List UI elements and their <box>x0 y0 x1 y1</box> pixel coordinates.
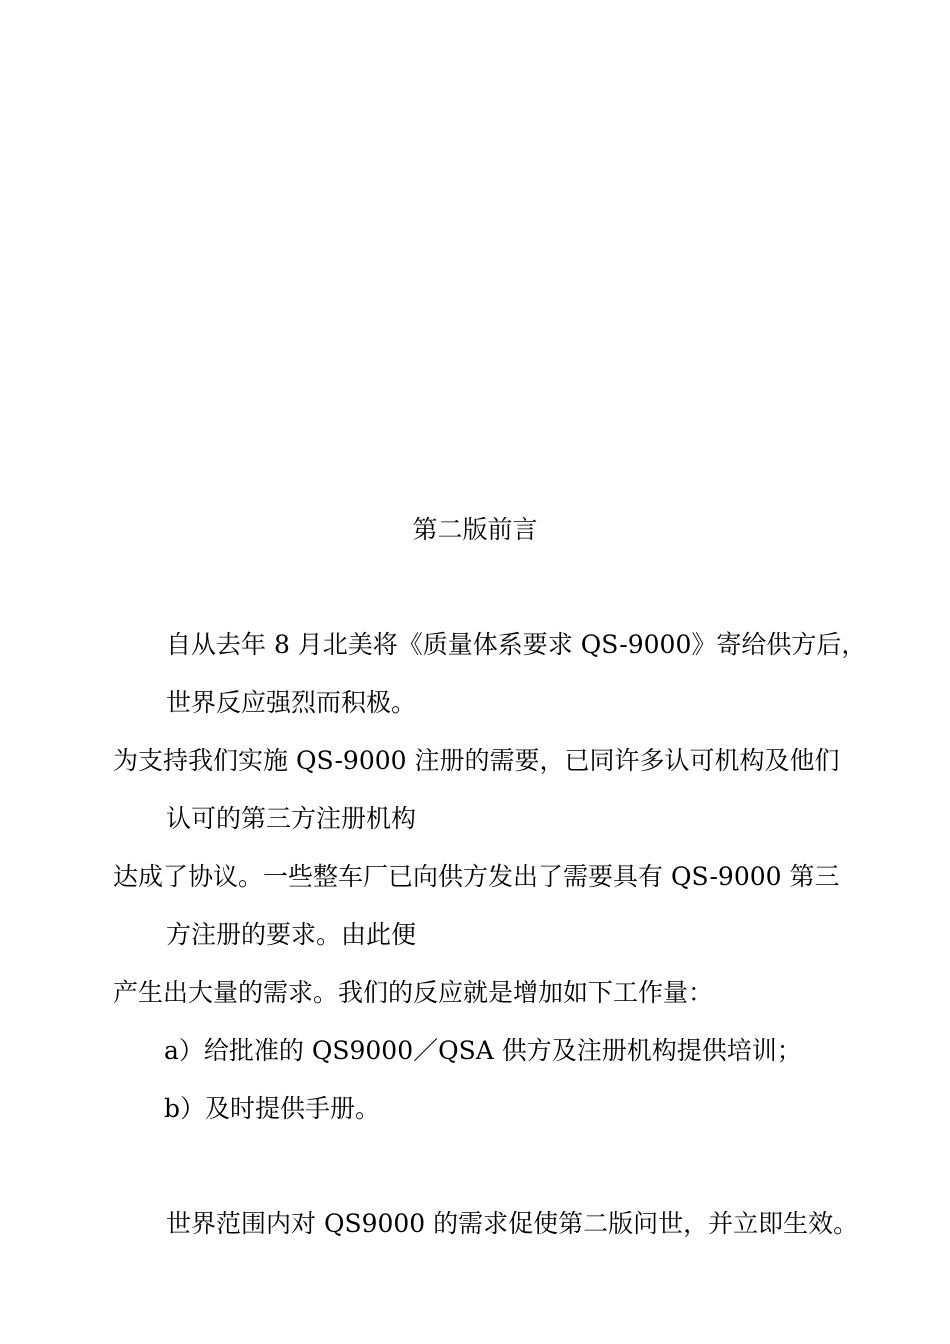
paragraph-line: 产生出大量的需求。我们的反应就是增加如下工作量： <box>113 978 714 1007</box>
paragraph-line: 自从去年 8 月北美将《质量体系要求 QS-9000》寄给供方后， <box>166 630 867 659</box>
paragraph-line: 世界反应强烈而积极。 <box>166 688 417 717</box>
paragraph-line: 认可的第三方注册机构 <box>166 804 417 833</box>
list-item: a）给批准的 QS9000／QSA 供方及注册机构提供培训； <box>164 1036 802 1065</box>
paragraph-line: 方注册的要求。由此便 <box>166 920 417 949</box>
paragraph-line: 达成了协议。一些整车厂已向供方发出了需要具有 QS-9000 第三 <box>113 862 840 891</box>
paragraph-line: 为支持我们实施 QS-9000 注册的需要，已同许多认可机构及他们 <box>113 746 840 775</box>
paragraph-line: 世界范围内对 QS9000 的需求促使第二版问世，并立即生效。 <box>166 1209 859 1238</box>
list-item: b）及时提供手册。 <box>164 1094 381 1123</box>
document-title: 第二版前言 <box>412 515 538 544</box>
